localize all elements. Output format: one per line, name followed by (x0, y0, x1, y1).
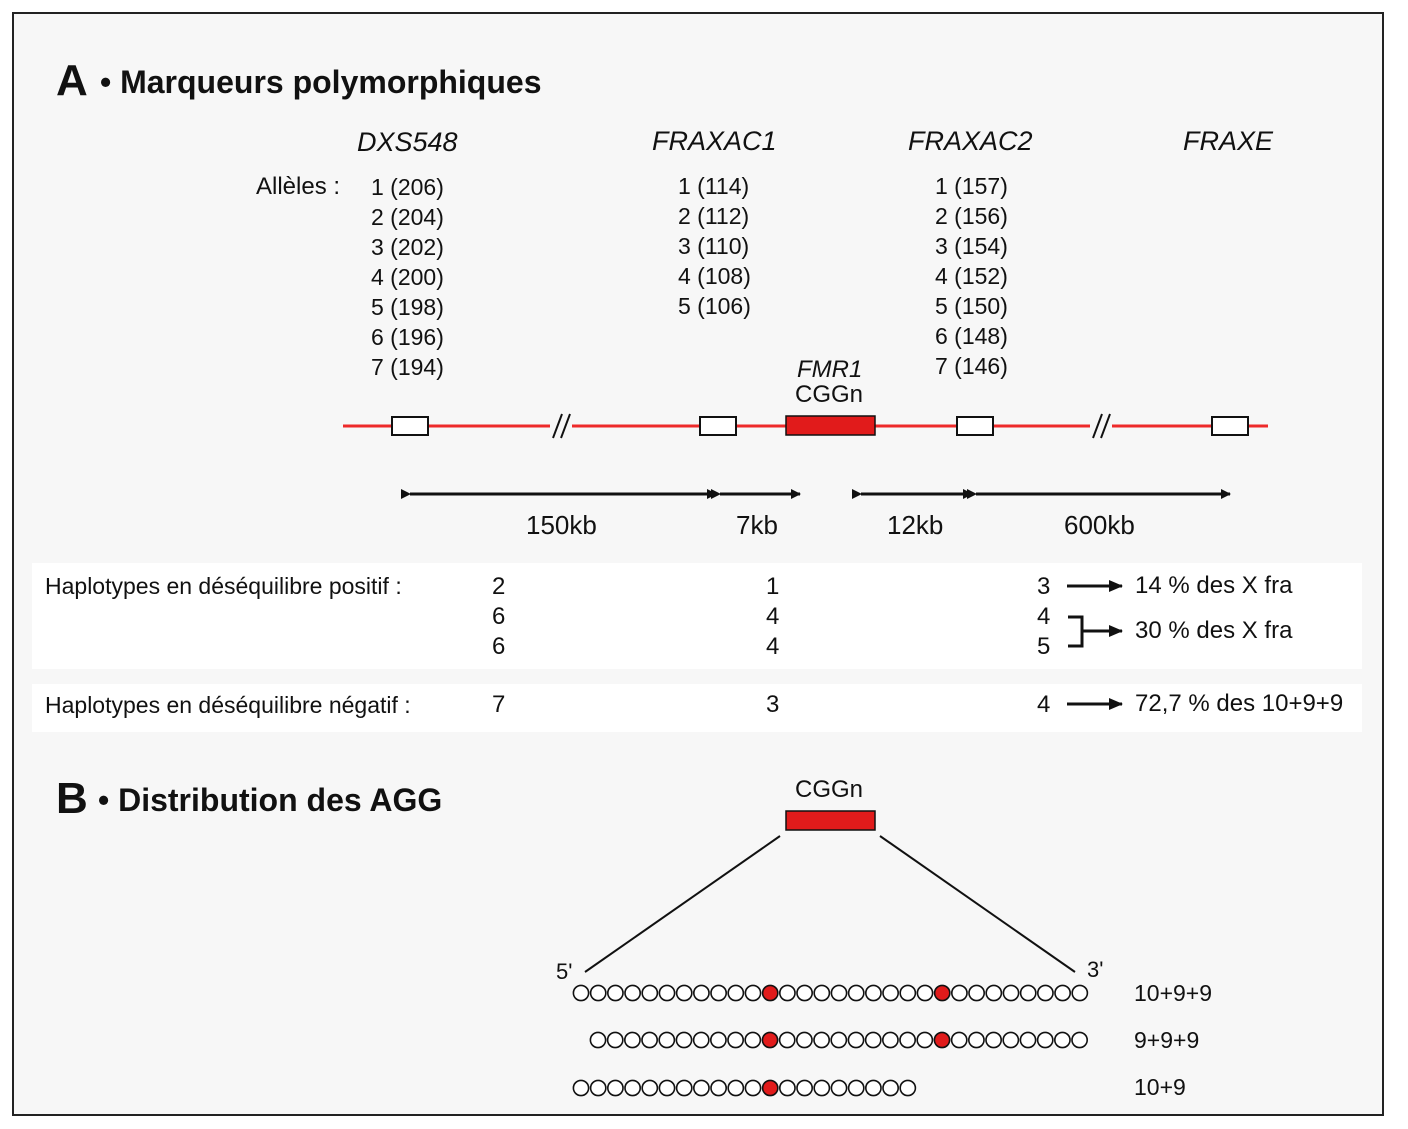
haplotype-value: 2 (492, 573, 506, 600)
cgg-repeat (797, 1032, 812, 1047)
cgg-repeat (694, 985, 709, 1000)
cgg-repeat (900, 985, 915, 1000)
allele-item: 4 (152) (935, 263, 1008, 289)
allele-item: 3 (202) (371, 234, 444, 260)
positive-result-2: 30 % des X fra (1135, 617, 1293, 644)
cgg-repeat (745, 985, 760, 1000)
agg-row-label: 10+9+9 (1134, 980, 1213, 1006)
cgg-repeat (677, 985, 692, 1000)
cgg-repeat (831, 1032, 846, 1047)
cgg-repeat (728, 1080, 743, 1095)
cgg-repeat (831, 1080, 846, 1095)
cgg-repeat (676, 1032, 691, 1047)
cgg-repeat (745, 1080, 760, 1095)
cgg-repeat (883, 1032, 898, 1047)
cgg-repeat (659, 1032, 674, 1047)
haplotype-value: 5 (1037, 633, 1051, 660)
cgg-repeat (1020, 1032, 1035, 1047)
fmr1-gene-box (786, 416, 875, 435)
cgg-repeat (986, 985, 1001, 1000)
cgg-repeat (883, 1080, 898, 1095)
marker-box-fraxac2 (957, 417, 993, 435)
repeat-rows (573, 985, 1087, 1095)
allele-item: 6 (196) (371, 324, 444, 350)
cgg-repeat (608, 985, 623, 1000)
haplotype-value: 1 (766, 573, 780, 600)
positive-result-1: 14 % des X fra (1135, 572, 1293, 599)
marker-fraxe: FRAXE (1183, 126, 1274, 156)
marker-box-fraxac1 (700, 417, 736, 435)
allele-item: 2 (204) (371, 204, 444, 230)
zoom-line-left (585, 836, 780, 972)
allele-item: 4 (200) (371, 264, 444, 290)
allele-item: 4 (108) (678, 263, 751, 289)
cgg-repeat (694, 1080, 709, 1095)
agg-row-label: 9+9+9 (1134, 1027, 1200, 1053)
cgg-repeat (711, 1032, 726, 1047)
marker-box-dxs548 (392, 417, 428, 435)
cgg-repeat (608, 1080, 623, 1095)
cgg-repeat (642, 1080, 657, 1095)
cgg-repeat (642, 1032, 657, 1047)
allele-item: 3 (110) (678, 233, 750, 259)
cgg-repeat (883, 985, 898, 1000)
cgg-repeat (849, 1080, 864, 1095)
distance-label: 600kb (1064, 510, 1135, 540)
cgg-repeat (573, 985, 588, 1000)
allele-item: 5 (150) (935, 293, 1008, 319)
marker-fraxac2: FRAXAC2 (908, 126, 1033, 156)
cgg-repeat (1055, 985, 1070, 1000)
cgg-repeat (780, 985, 795, 1000)
cgg-repeat (797, 985, 812, 1000)
allele-item: 2 (156) (935, 203, 1008, 229)
cgg-repeat (848, 1032, 863, 1047)
cgg-repeat (814, 1032, 829, 1047)
allele-item: 6 (148) (935, 323, 1008, 349)
cgg-repeat (952, 985, 967, 1000)
allele-item: 5 (106) (678, 293, 751, 319)
distance-label: 12kb (887, 510, 944, 540)
marker-box-fraxe (1212, 417, 1248, 435)
agg-repeat (762, 1032, 777, 1047)
cgg-repeat (986, 1032, 1001, 1047)
allele-item: 7 (146) (935, 353, 1008, 379)
break-mark (1090, 412, 1112, 440)
cgg-repeat (591, 1080, 606, 1095)
cgg-repeat (573, 1080, 588, 1095)
positive-haplotype-label: Haplotypes en déséquilibre positif : (45, 573, 402, 599)
break-mark (550, 412, 572, 440)
agg-repeat (934, 1032, 949, 1047)
cgg-repeat (780, 1080, 795, 1095)
cgg-repeat (1003, 1032, 1018, 1047)
alleles-label: Allèles : (256, 173, 341, 200)
cgg-repeat (814, 1080, 829, 1095)
haplotype-value: 4 (766, 603, 780, 630)
marker-dxs548: DXS548 (357, 127, 458, 157)
cgg-repeat (728, 985, 743, 1000)
three-prime-label: 3' (1087, 957, 1104, 982)
cgg-repeat (694, 1032, 709, 1047)
negative-haplotype-label: Haplotypes en déséquilibre négatif : (45, 692, 411, 718)
section-a-title: • Marqueurs polymorphiques (100, 64, 542, 100)
cgg-repeat (952, 1032, 967, 1047)
section-b-title: • Distribution des AGG (98, 782, 443, 818)
cgg-repeat (642, 985, 657, 1000)
agg-repeat (763, 985, 778, 1000)
cgg-repeat (1072, 985, 1087, 1000)
five-prime-label: 5' (556, 959, 573, 984)
gene-name: FMR1 (797, 356, 863, 383)
haplotype-value: 6 (492, 603, 506, 630)
cgg-repeat (625, 985, 640, 1000)
haplotype-value: 3 (1037, 573, 1051, 600)
cgg-repeat (849, 985, 864, 1000)
allele-item: 1 (114) (678, 173, 750, 199)
agg-repeat (935, 985, 950, 1000)
cgg-repeat (797, 1080, 812, 1095)
zoom-line-right (880, 836, 1075, 972)
cgg-repeat (780, 1032, 795, 1047)
haplotype-value: 3 (766, 691, 780, 718)
agg-repeat-label: CGGn (795, 776, 864, 803)
allele-item: 7 (194) (371, 354, 444, 380)
allele-item: 3 (154) (935, 233, 1008, 259)
cgg-repeat (659, 985, 674, 1000)
cgg-repeat (677, 1080, 692, 1095)
cggn-box (786, 811, 875, 830)
cgg-repeat (1038, 985, 1053, 1000)
gene-repeat-label: CGGn (795, 381, 864, 408)
allele-item: 1 (206) (371, 174, 444, 200)
cgg-repeat (814, 985, 829, 1000)
haplotype-value: 4 (766, 633, 780, 660)
haplotype-value: 7 (492, 691, 506, 718)
cgg-repeat (866, 1032, 881, 1047)
haplotype-value: 4 (1037, 691, 1051, 718)
cgg-repeat (659, 1080, 674, 1095)
cgg-repeat (1055, 1032, 1070, 1047)
cgg-repeat (711, 985, 726, 1000)
allele-item: 5 (198) (371, 294, 444, 320)
cgg-repeat (969, 1032, 984, 1047)
haplotype-value: 6 (492, 633, 506, 660)
cgg-repeat (745, 1032, 760, 1047)
negative-result: 72,7 % des 10+9+9 (1135, 690, 1344, 717)
section-a-letter: A (56, 56, 87, 105)
cgg-repeat (728, 1032, 743, 1047)
cgg-repeat (591, 985, 606, 1000)
cgg-repeat (711, 1080, 726, 1095)
agg-row-label: 10+9 (1134, 1074, 1186, 1100)
section-b-letter: B (56, 774, 87, 823)
cgg-repeat (1021, 985, 1036, 1000)
cgg-repeat (625, 1080, 640, 1095)
cgg-repeat (831, 985, 846, 1000)
cgg-repeat (866, 985, 881, 1000)
haplotype-value: 4 (1037, 603, 1051, 630)
allele-item: 2 (112) (678, 203, 750, 229)
marker-fraxac1: FRAXAC1 (652, 126, 777, 156)
cgg-repeat (1038, 1032, 1053, 1047)
cgg-repeat (625, 1032, 640, 1047)
allele-item: 1 (157) (935, 173, 1008, 199)
cgg-repeat (900, 1080, 915, 1095)
bracket (1068, 617, 1082, 646)
cgg-repeat (917, 985, 932, 1000)
agg-repeat (763, 1080, 778, 1095)
cgg-repeat (1003, 985, 1018, 1000)
cgg-repeat (590, 1032, 605, 1047)
cgg-repeat (1072, 1032, 1087, 1047)
cgg-repeat (900, 1032, 915, 1047)
cgg-repeat (608, 1032, 623, 1047)
cgg-repeat (866, 1080, 881, 1095)
cgg-repeat (969, 985, 984, 1000)
distance-label: 150kb (526, 510, 597, 540)
cgg-repeat (917, 1032, 932, 1047)
distance-label: 7kb (736, 510, 778, 540)
